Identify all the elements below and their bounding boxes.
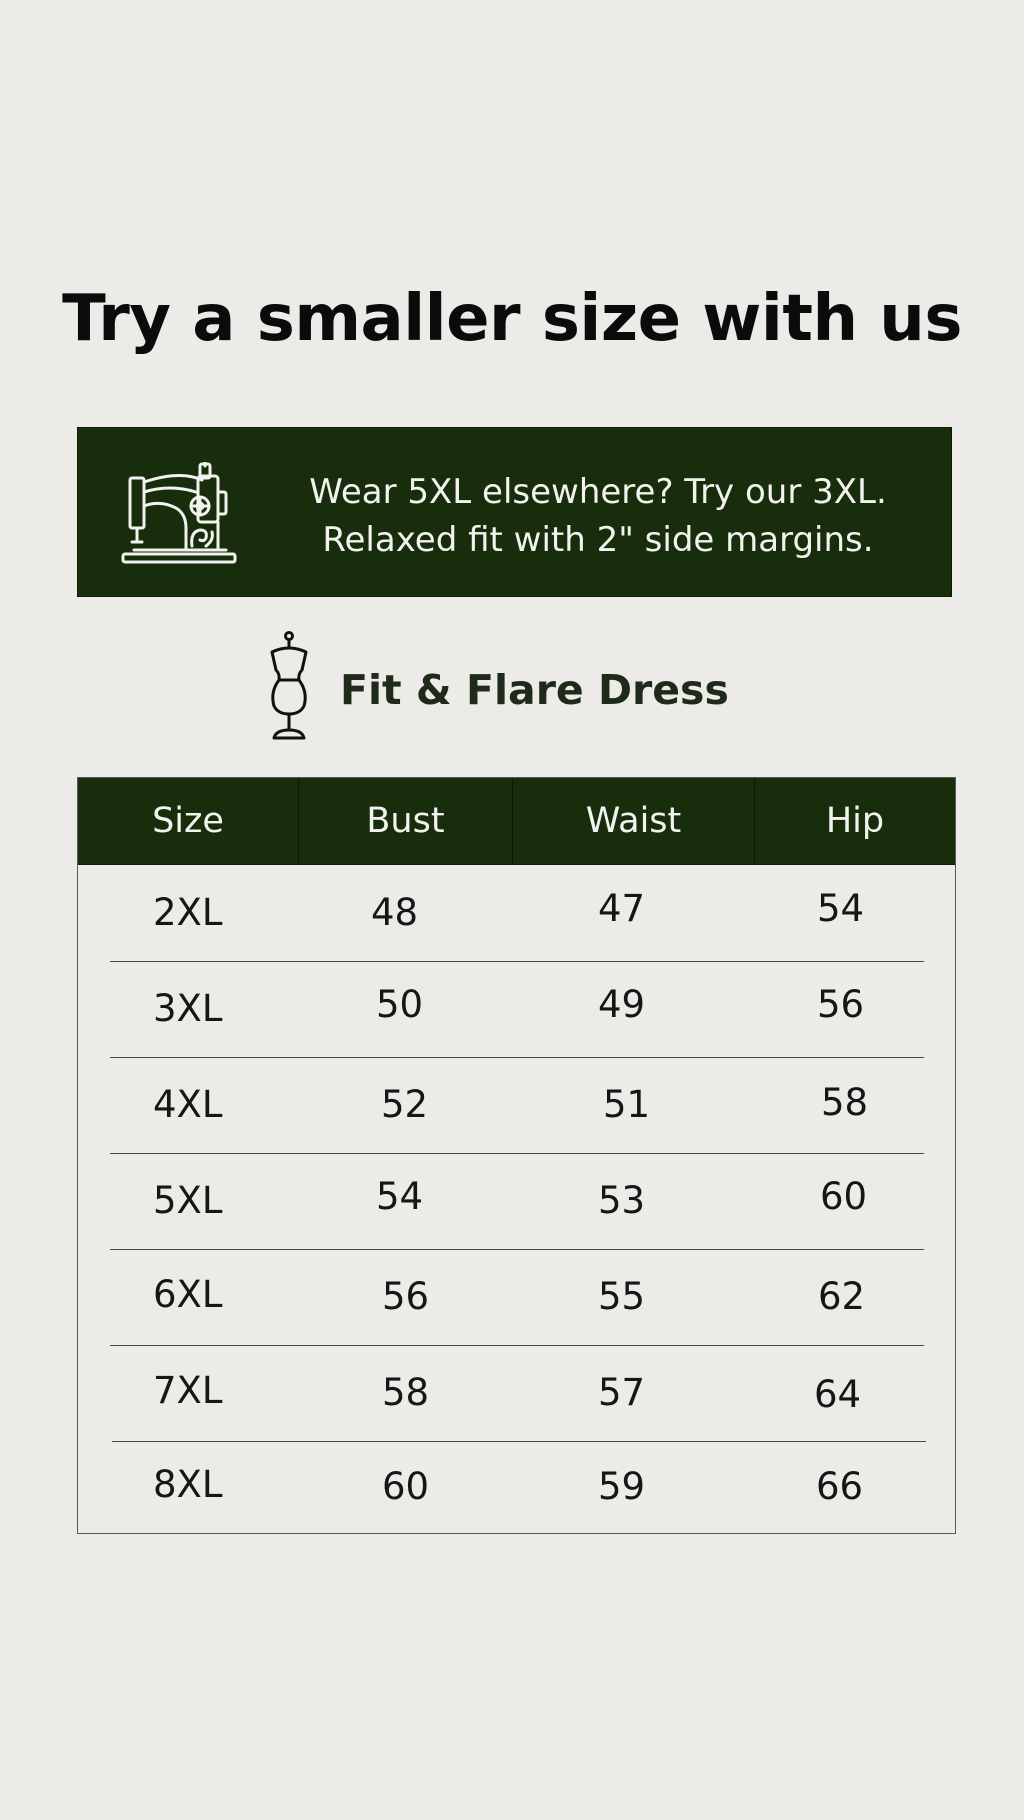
table-row: [78, 1345, 955, 1441]
table-row: [78, 1441, 955, 1533]
table-row: [78, 1057, 955, 1153]
cell-bust: 56: [382, 1275, 430, 1318]
size-chart-table: [77, 777, 956, 1534]
cell-waist: 47: [598, 887, 646, 930]
cell-size: 2XL: [153, 891, 223, 934]
table-header: [78, 778, 955, 865]
cell-size: 4XL: [153, 1083, 223, 1126]
dress-form-icon: [262, 630, 316, 745]
cell-size: 8XL: [153, 1463, 223, 1506]
cell-hip: 58: [821, 1081, 869, 1124]
cell-bust: 54: [376, 1175, 424, 1218]
cell-waist: 59: [598, 1465, 646, 1508]
cell-hip: 54: [817, 887, 865, 930]
header-bust: Bust: [298, 778, 512, 864]
cell-waist: 49: [598, 983, 646, 1026]
cell-size: 6XL: [153, 1273, 223, 1316]
cell-size: 7XL: [153, 1369, 223, 1412]
cell-bust: 50: [376, 983, 424, 1026]
header-size: Size: [152, 801, 224, 841]
cell-bust: 48: [371, 891, 419, 934]
table-row: [78, 1249, 955, 1345]
table-row: [78, 961, 955, 1057]
table-row: [78, 1153, 955, 1249]
cell-bust: 60: [382, 1465, 430, 1508]
cell-hip: 62: [818, 1275, 866, 1318]
cell-bust: 52: [381, 1083, 429, 1126]
cell-size: 5XL: [153, 1179, 223, 1222]
cell-size: 3XL: [153, 987, 223, 1030]
cell-hip: 60: [820, 1175, 868, 1218]
cell-waist: 57: [598, 1371, 646, 1414]
page-title: Try a smaller size with us: [62, 282, 962, 356]
product-heading: [262, 630, 782, 745]
cell-waist: 53: [598, 1179, 646, 1222]
cell-hip: 56: [817, 983, 865, 1026]
banner-line-2: Relaxed fit with 2" side margins.: [322, 520, 874, 560]
product-name: Fit & Flare Dress: [340, 666, 729, 714]
banner-line-1: Wear 5XL elsewhere? Try our 3XL.: [309, 472, 887, 512]
header-hip: Hip: [754, 778, 955, 864]
cell-waist: 51: [603, 1083, 651, 1126]
sewing-machine-icon: [120, 462, 240, 566]
info-banner: [77, 427, 952, 597]
cell-hip: 66: [816, 1465, 864, 1508]
cell-bust: 58: [382, 1371, 430, 1414]
cell-waist: 55: [598, 1275, 646, 1318]
table-row: [78, 865, 955, 961]
header-waist: Waist: [512, 778, 754, 864]
cell-hip: 64: [814, 1373, 862, 1416]
